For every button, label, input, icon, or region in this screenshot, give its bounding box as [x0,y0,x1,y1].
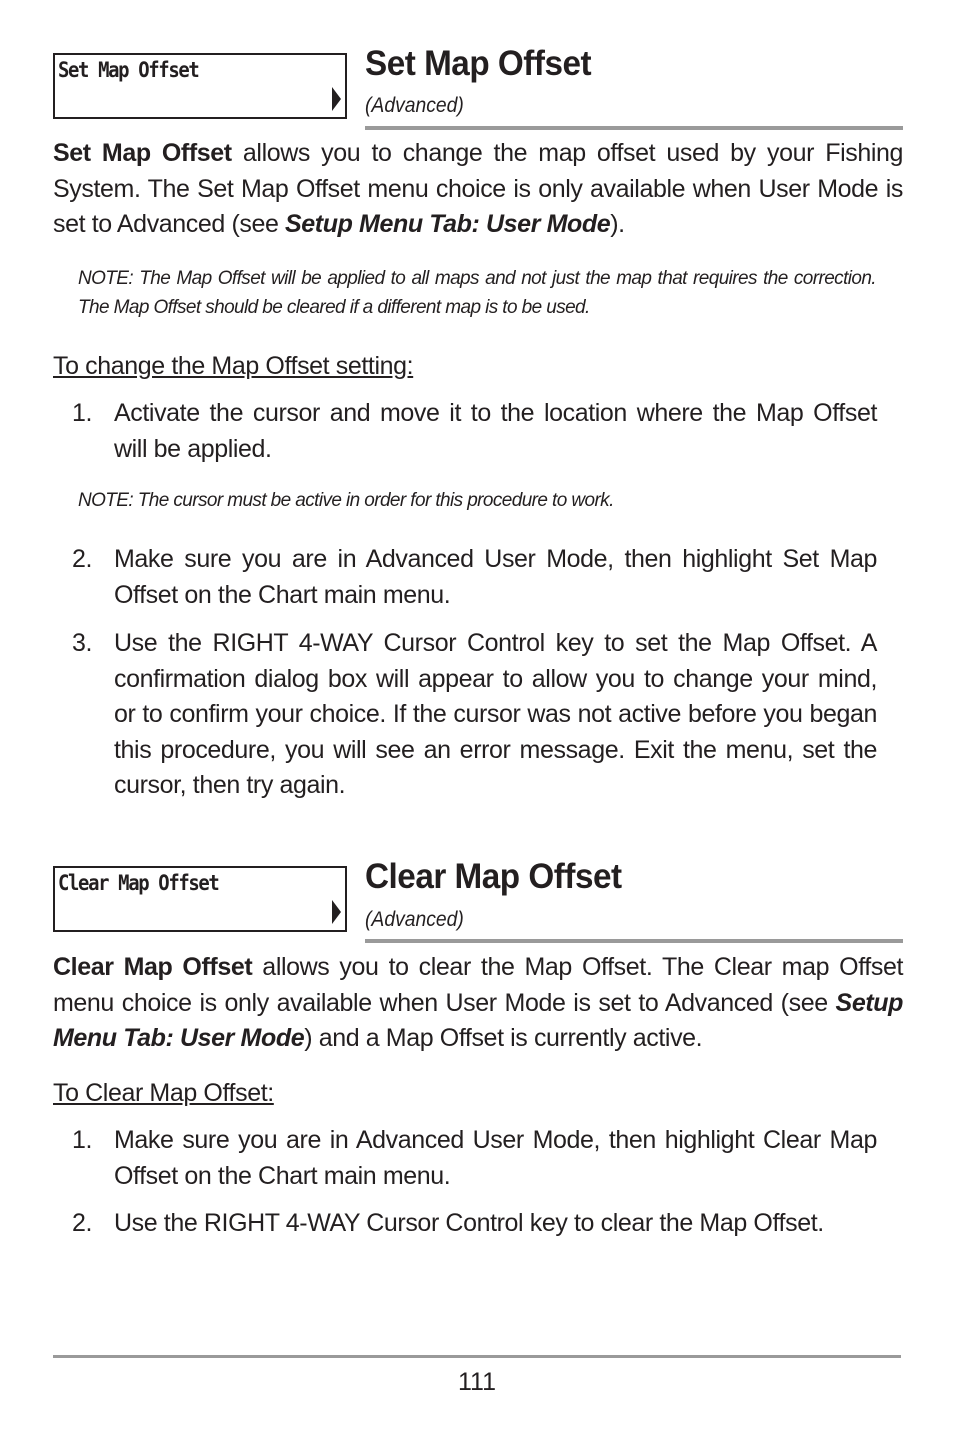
section-subtitle: (Advanced) [365,908,464,931]
section-title: Set Map Offset [365,44,592,83]
set-map-offset-menu-item [53,53,347,119]
footer-divider [53,1355,901,1358]
step-number: 2. [72,1209,93,1237]
procedure-step [72,1123,877,1194]
note-label: NOTE: [78,490,134,511]
intro-paragraph [53,950,903,1057]
step-text: Activate the cursor and move it to the location where the Map Offset will be applied. [114,399,877,463]
intro-bold-term: Clear Map Offset [53,953,253,981]
step-text: Make sure you are in Advanced User Mode, then highlight Clear Map Offset on the Chart main menu. [114,1126,877,1190]
right-arrow-icon [332,900,341,924]
procedure-step [72,396,877,467]
cross-reference: Setup Menu Tab: User Mode [285,210,611,238]
note-label: NOTE: [78,268,134,289]
procedure-step [72,1206,877,1242]
step-number: 3. [72,629,93,657]
step-text: Make sure you are in Advanced User Mode, then highlight Set Map Offset on the Chart main menu. [114,545,877,609]
section-title: Clear Map Offset [365,857,622,896]
intro-end: ). [610,210,625,238]
note [78,264,876,322]
section-subtitle: (Advanced) [365,94,464,117]
step-text: Use the RIGHT 4-WAY Cursor Control key to set the Map Offset. A confirmation dialog box will appear to allow you to change your mind, or to confirm your choice. If the cursor was not active before you began this procedure, you will see an error message. Exit the menu, set the cursor, then try again. [114,629,877,799]
procedure-heading: To change the Map Offset setting: [53,352,414,380]
intro-bold-term: Set Map Offset [53,139,232,167]
section-divider [365,939,903,943]
note-text: The Map Offset will be applied to all maps and not just the map that requires the correction. The Map Offset should be cleared if a different map is to be used. [78,268,876,318]
section-divider [365,126,903,130]
intro-text: allows you to change the map offset used by your Fishing System. The Set Map Offset menu choice is only available when User Mode is set to Advanced (see [53,139,903,238]
step-note [78,486,876,515]
step-number: 1. [72,1126,93,1154]
step-text: Use the RIGHT 4-WAY Cursor Control key to clear the Map Offset. [114,1209,824,1237]
intro-text: allows you to clear the Map Offset. The Clear map Offset menu choice is only available when User Mode is set to Advanced (see [53,953,903,1017]
procedure-heading: To Clear Map Offset: [53,1079,274,1107]
right-arrow-icon [332,87,341,111]
page-number: 111 [457,1368,496,1396]
procedure-step [72,542,877,613]
step-number: 1. [72,399,93,427]
menu-item-label: Set Map Offset [58,58,199,82]
note-text: The cursor must be active in order for this procedure to work. [133,490,614,511]
step-number: 2. [72,545,93,573]
intro-paragraph [53,136,903,243]
cross-reference: Setup Menu Tab: User Mode [53,988,903,1052]
intro-end: ) and a Map Offset is currently active. [304,1024,703,1052]
menu-item-label: Clear Map Offset [58,871,219,895]
procedure-step [72,626,877,804]
clear-map-offset-menu-item [53,866,347,932]
